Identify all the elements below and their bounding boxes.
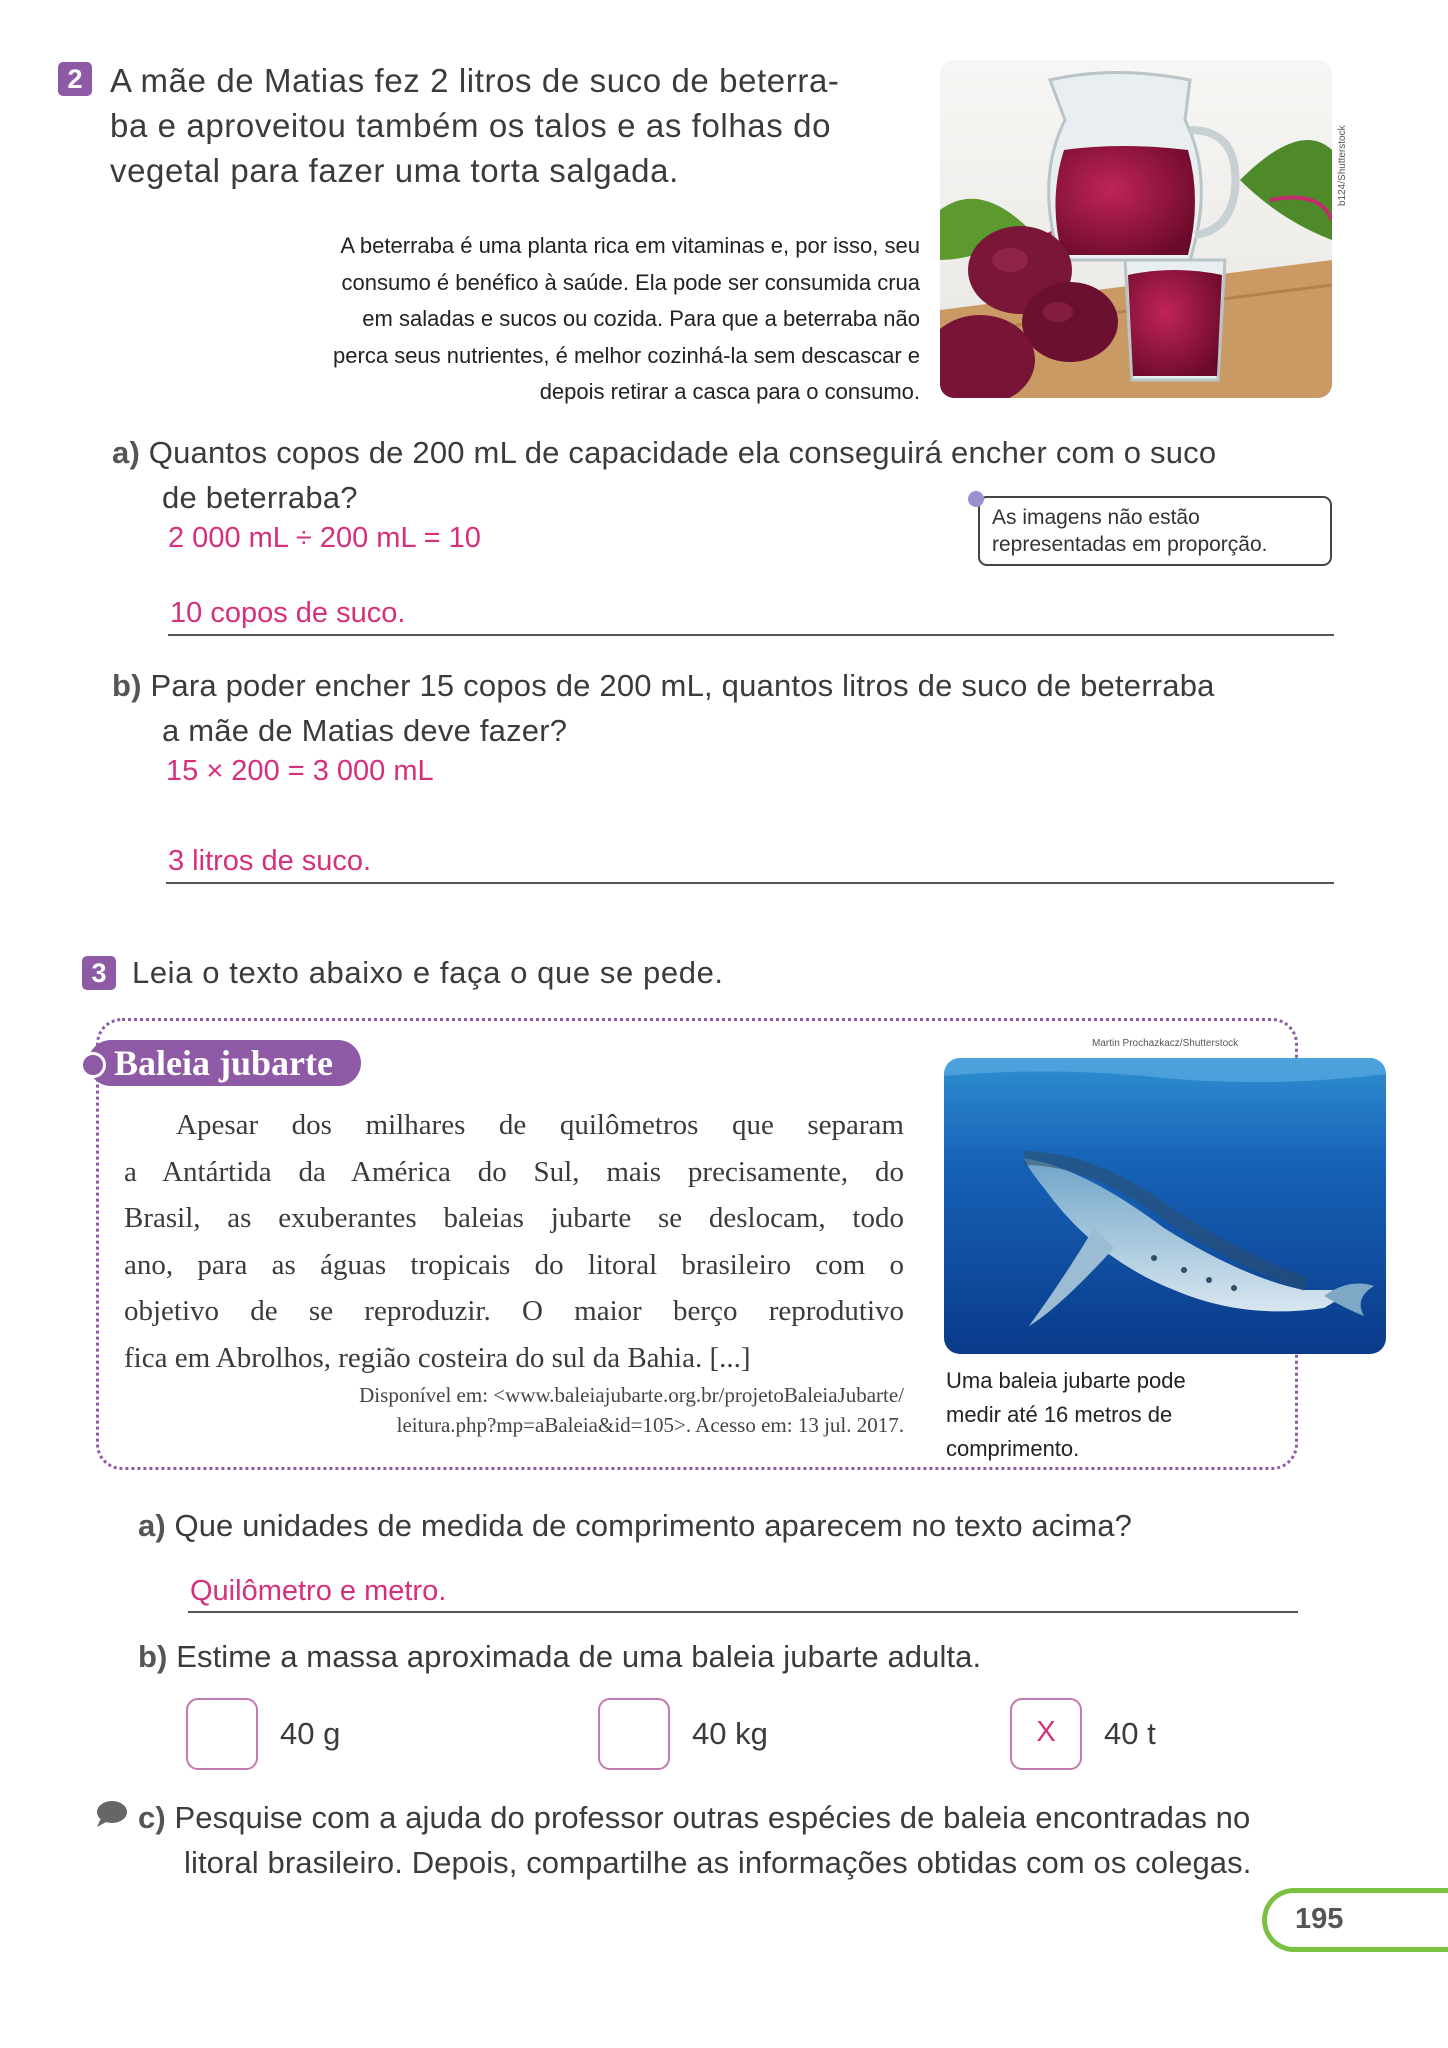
q2b-question: b) Para poder encher 15 copos de 200 mL, quantos litros de suco de beterraba a mãe de Matias deve fazer?: [112, 668, 1215, 748]
q2-photo-credit: b124/Shutterstock: [1337, 125, 1348, 206]
q2a-answer-line: [168, 634, 1334, 636]
proportion-note: As imagens não estão representadas em proporção.: [978, 496, 1332, 566]
q3a-answer-line: [188, 1611, 1298, 1613]
option-40kg-checkbox[interactable]: [598, 1698, 670, 1770]
note-pin-icon: [968, 491, 984, 507]
q2-intro: A mãe de Matias fez 2 litros de suco de beterra- ba e aproveitou também os talos e as folhas do vegetal para fazer uma torta salgada.: [110, 62, 840, 189]
q2b-calculation: 15 × 200 = 3 000 mL: [166, 755, 434, 787]
q2a-answer: 10 copos de suco.: [170, 597, 406, 629]
q3-intro: Leia o texto abaixo e faça o que se pede.: [132, 955, 724, 990]
option-40g-checkbox[interactable]: [186, 1698, 258, 1770]
whale-photo-caption: Uma baleia jubarte pode medir até 16 metros de comprimento.: [946, 1368, 1186, 1461]
q3-number-badge: 3: [82, 956, 116, 990]
whale-photo: [944, 1058, 1386, 1354]
beet-juice-illustration: [940, 60, 1332, 398]
q3a-question: a) Que unidades de medida de comprimento aparecem no texto acima?: [138, 1508, 1132, 1543]
title-dot-icon: [80, 1052, 106, 1078]
speech-bubble-icon: [95, 1800, 127, 1833]
q3b-question: b) Estime a massa aproximada de uma baleia jubarte adulta.: [138, 1639, 982, 1674]
beet-juice-photo: [940, 60, 1332, 398]
whale-illustration: [944, 1058, 1386, 1354]
whale-photo-credit: Martin Prochazkacz/Shutterstock: [1092, 1038, 1239, 1049]
q3c-question: c) Pesquise com a ajuda do professor outras espécies de baleia encontradas no litoral brasileiro. Depois, compartilhe as informações obtidas com os colegas.: [138, 1800, 1252, 1880]
option-40t-checkbox[interactable]: X: [1010, 1698, 1082, 1770]
q3a-answer: Quilômetro e metro.: [190, 1575, 447, 1607]
page-number-tab: [1262, 1888, 1448, 1952]
q2b-answer: 3 litros de suco.: [168, 845, 372, 877]
whale-text-source: Disponível em: <www.baleiajubarte.org.br/projetoBaleiaJubarte/ leitura.php?mp=aBaleia&id=105>. Acesso em: 13 jul. 2017.: [359, 1383, 904, 1437]
whale-text: Apesar dos milhares de quilômetros que separam a Antártida da América do Sul, mais precisamente, do Brasil, as exuberantes baleias jubarte se deslocam, todo ano, para as águas tropicais do litoral brasileiro com o objetivo de se reproduzir. O maior berço reprodutivo fica em Abrolhos, região costeira do sul da Bahia. [...]: [124, 1109, 904, 1374]
q2-number-badge: 2: [58, 62, 92, 96]
page-number: 195: [1295, 1903, 1344, 1935]
q2a-calculation: 2 000 mL ÷ 200 mL = 10: [168, 522, 481, 554]
option-40g-label: 40 g: [280, 1716, 341, 1751]
q2b-answer-line: [166, 882, 1334, 884]
beet-info-text: A beterraba é uma planta rica em vitaminas e, por isso, seu consumo é benéfico à saúde. Ela pode ser consumida crua em saladas e sucos ou cozida. Para que a beterraba não perca seus nutrientes, é melhor cozinhá-la sem descascar e depois retirar a casca para o consumo.: [333, 233, 920, 404]
option-40t-label: 40 t: [1104, 1716, 1156, 1751]
whale-box-title: Baleia jubarte: [88, 1040, 361, 1086]
option-40kg-label: 40 kg: [692, 1716, 768, 1751]
q2a-question: a) Quantos copos de 200 mL de capacidade ela conseguirá encher com o suco de beterraba?: [112, 435, 1217, 515]
